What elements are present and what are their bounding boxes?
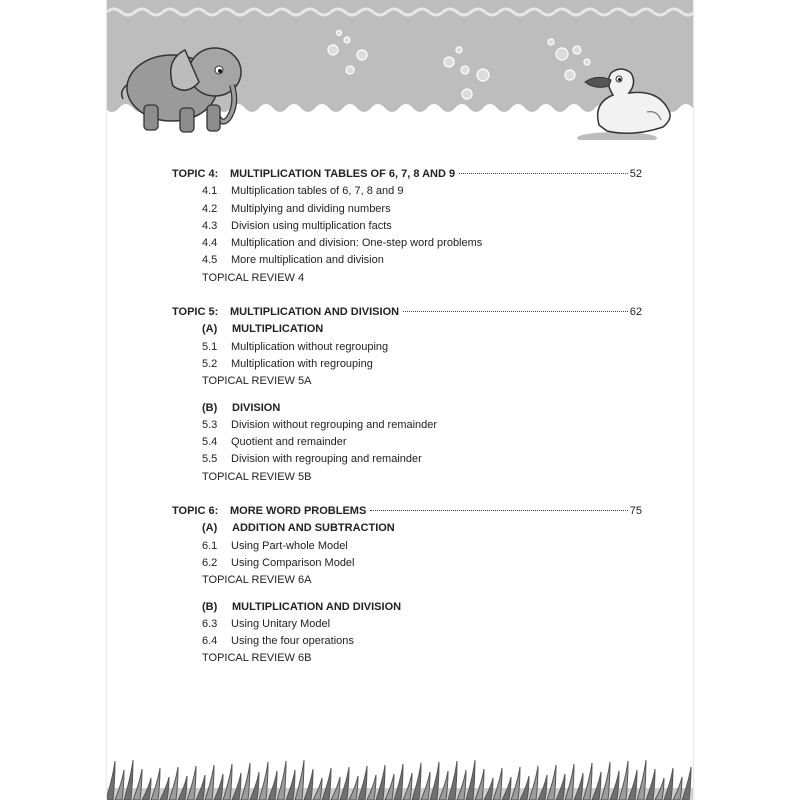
item-label: Multiplication tables of 6, 7, 8 and 9 (231, 185, 404, 198)
topical-review: TOPICAL REVIEW 5B (202, 470, 312, 483)
dot-leader (459, 173, 628, 174)
toc-item (172, 555, 642, 572)
dot-leader (370, 510, 627, 511)
topic-title: MULTIPLICATION TABLES OF 6, 7, 8 AND 9 (230, 168, 456, 180)
item-label: Multiplication with regrouping (231, 357, 373, 370)
item-number: 6.4 (202, 635, 218, 648)
section-letter: (A) (202, 323, 218, 336)
item-number: 6.1 (202, 539, 218, 552)
section-heading (172, 321, 642, 338)
item-label: Using the four operations (231, 635, 354, 648)
toc-item (172, 252, 642, 269)
topic-title: MORE WORD PROBLEMS (230, 505, 367, 518)
item-number: 5.1 (202, 340, 218, 353)
item-label: Multiplying and dividing numbers (231, 202, 391, 215)
topic-block (172, 304, 642, 486)
topic-heading (172, 304, 642, 321)
section-heading (172, 400, 642, 417)
topical-review: TOPICAL REVIEW 5A (202, 375, 312, 388)
item-number: 5.4 (202, 436, 218, 449)
topic-title: MULTIPLICATION AND DIVISION (230, 306, 400, 319)
page-number: 62 (629, 306, 642, 319)
toc-item (172, 183, 642, 200)
toc-item (172, 633, 642, 650)
item-number: 5.3 (202, 418, 218, 431)
section-title: ADDITION AND SUBTRACTION (232, 522, 395, 535)
item-label: Multiplication without regrouping (231, 340, 389, 353)
topic-number: TOPIC 5: (172, 306, 219, 319)
section-letter: (B) (202, 401, 218, 414)
header-illustration (107, 0, 693, 140)
dot-leader (403, 311, 628, 312)
toc-item (172, 235, 642, 252)
item-label: Division without regrouping and remainder (231, 418, 438, 431)
page-number: 52 (629, 168, 642, 180)
item-number: 6.3 (202, 617, 218, 630)
item-number: 5.5 (202, 453, 218, 466)
section-letter: (B) (202, 600, 218, 613)
topic-block (172, 503, 642, 668)
topical-review: TOPICAL REVIEW 6B (202, 652, 312, 665)
page-number: 75 (629, 505, 642, 518)
item-number: 4.1 (202, 185, 218, 198)
topical-review: TOPICAL REVIEW 6A (202, 574, 312, 587)
item-label: Division using multiplication facts (231, 219, 392, 232)
item-number: 4.4 (202, 237, 218, 250)
toc-item (172, 616, 642, 633)
toc-item (172, 339, 642, 356)
item-label: Multiplication and division: One-step word problems (231, 237, 483, 250)
item-number: 4.2 (202, 202, 218, 215)
item-number: 5.2 (202, 357, 218, 370)
section-letter: (A) (202, 522, 218, 535)
topic-heading (172, 166, 642, 183)
section-title: MULTIPLICATION AND DIVISION (232, 600, 402, 613)
section-title: MULTIPLICATION (232, 323, 324, 336)
toc-item (172, 356, 642, 373)
table-of-contents (172, 166, 642, 668)
item-label: Using Comparison Model (231, 556, 355, 569)
topical-review: TOPICAL REVIEW 4 (202, 271, 305, 284)
grass-border (107, 752, 693, 800)
toc-item (172, 434, 642, 451)
topic-number: TOPIC 4: (172, 168, 219, 180)
toc-item (172, 218, 642, 235)
toc-item (172, 538, 642, 555)
item-number: 4.5 (202, 254, 218, 267)
toc-item (172, 201, 642, 218)
item-number: 4.3 (202, 219, 218, 232)
toc-item (172, 451, 642, 468)
topic-number: TOPIC 6: (172, 505, 219, 518)
section-heading (172, 599, 642, 616)
item-label: Quotient and remainder (231, 436, 347, 449)
topic-heading (172, 503, 642, 520)
item-label: More multiplication and division (231, 254, 384, 267)
section-heading (172, 520, 642, 537)
item-label: Using Part-whole Model (231, 539, 348, 552)
topic-block (172, 166, 642, 287)
item-label: Using Unitary Model (231, 617, 331, 630)
book-page (107, 0, 693, 800)
item-number: 6.2 (202, 556, 218, 569)
item-label: Division with regrouping and remainder (231, 453, 422, 466)
toc-item (172, 417, 642, 434)
section-title: DIVISION (232, 401, 281, 414)
